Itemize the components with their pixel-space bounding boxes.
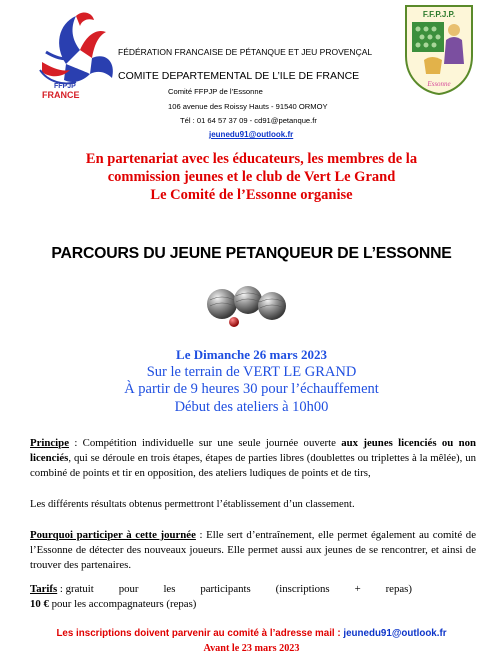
pourquoi-label: Pourquoi participer à cette journée [30, 529, 196, 541]
results-paragraph: Les différents résultats obtenus permettront l’établissement d’un classement. [30, 499, 355, 510]
intro-block [20, 150, 483, 204]
ffpjp-essonne-badge [404, 4, 474, 96]
tarifs-word-inscriptions: (inscriptions [275, 583, 330, 595]
tarifs-word-plus: + [354, 583, 361, 595]
principe-paragraph [30, 436, 476, 482]
page-title: PARCOURS DU JEUNE PETANQUEUR DE L’ESSONNE [51, 245, 452, 262]
tarifs-price-line [30, 597, 476, 612]
ffpjp-rooster-logo [36, 6, 124, 102]
tarifs-paragraph [30, 582, 476, 612]
badge-ffpjp-text: F.F.P.J.P. [422, 10, 456, 19]
event-date: Le Dimanche 26 mars 2023 [176, 347, 327, 362]
pourquoi-paragraph [30, 528, 476, 574]
event-workshops: Début des ateliers à 10h00 [174, 398, 329, 415]
tarifs-word-les: les [163, 583, 176, 595]
event-warmup: À partir de 9 heures 30 pour l’échauffement [124, 381, 379, 397]
event-details [20, 346, 483, 416]
tarifs-price: 10 € [30, 598, 49, 611]
inscriptions-notice [20, 628, 483, 639]
intro-line-2: commission jeunes et le club de Vert Le Grand [107, 169, 396, 185]
event-place: Sur le terrain de VERT LE GRAND [146, 363, 357, 380]
badge-signature: Essonne [427, 80, 451, 88]
tarifs-gratuit: : gratuit [59, 583, 94, 595]
principe-text-b: , qui se déroule en trois étapes, étapes de parties libres (doublettes ou triplettes à la mêlée), un combiné de points et tir en opposition, des ateliers ludiques de points et de tirs, [30, 452, 476, 480]
committee-name: COMITE DEPARTEMENTAL DE L’ILE DE FRANCE [118, 70, 360, 82]
inscriptions-email-link[interactable]: jeunedu91@outlook.fr [343, 628, 447, 639]
tarifs-word-participants: participants [200, 583, 251, 595]
tarifs-label: Tarifs [30, 583, 58, 595]
intro-line-1: En partenariat avec les éducateurs, les membres de la [85, 151, 418, 167]
header-email-link[interactable]: jeunedu91@outlook.fr [209, 130, 294, 139]
principe-label: Principe [30, 437, 69, 449]
logo-france-text: FRANCE [42, 90, 80, 100]
intro-line-3: Le Comité de l’Essonne organise [150, 187, 353, 203]
petanque-boules-image [204, 284, 288, 330]
comite-ffpjp: Comité FFPJP de l’Essonne [168, 87, 263, 96]
committee-address: 106 avenue des Roissy Hauts - 91540 ORMOY [168, 102, 328, 111]
committee-phone: Tél : 01 64 57 37 09 - cd91@petanque.fr [180, 116, 317, 125]
inscriptions-text: Les inscriptions doivent parvenir au comité à l’adresse mail : [56, 628, 344, 639]
federation-name: FÉDÉRATION FRANCAISE DE PÉTANQUE ET JEU PROVENÇAL [118, 47, 373, 57]
principe-bold: aux jeunes licenciés ou non licenciés [30, 437, 476, 465]
principe-text-a: : Compétition individuelle sur une seule journée ouverte [68, 437, 342, 449]
tarifs-word-repas: repas) [385, 583, 412, 595]
inscriptions-deadline: Avant le 23 mars 2023 [203, 643, 300, 654]
pourquoi-text: : Elle sert d’entraînement, elle permet également au comité de l’Essonne de détecter des nouveaux joueurs. Elle permet aussi aux jeunes de se rencontrer, et ainsi de trouver des partenaires. [30, 529, 477, 572]
tarifs-line [30, 582, 412, 597]
logo-ffpjp-text: FFPJP [54, 83, 76, 90]
tarifs-word-pour: pour [118, 583, 139, 595]
tarifs-price-text: pour les accompagnateurs (repas) [48, 598, 197, 611]
